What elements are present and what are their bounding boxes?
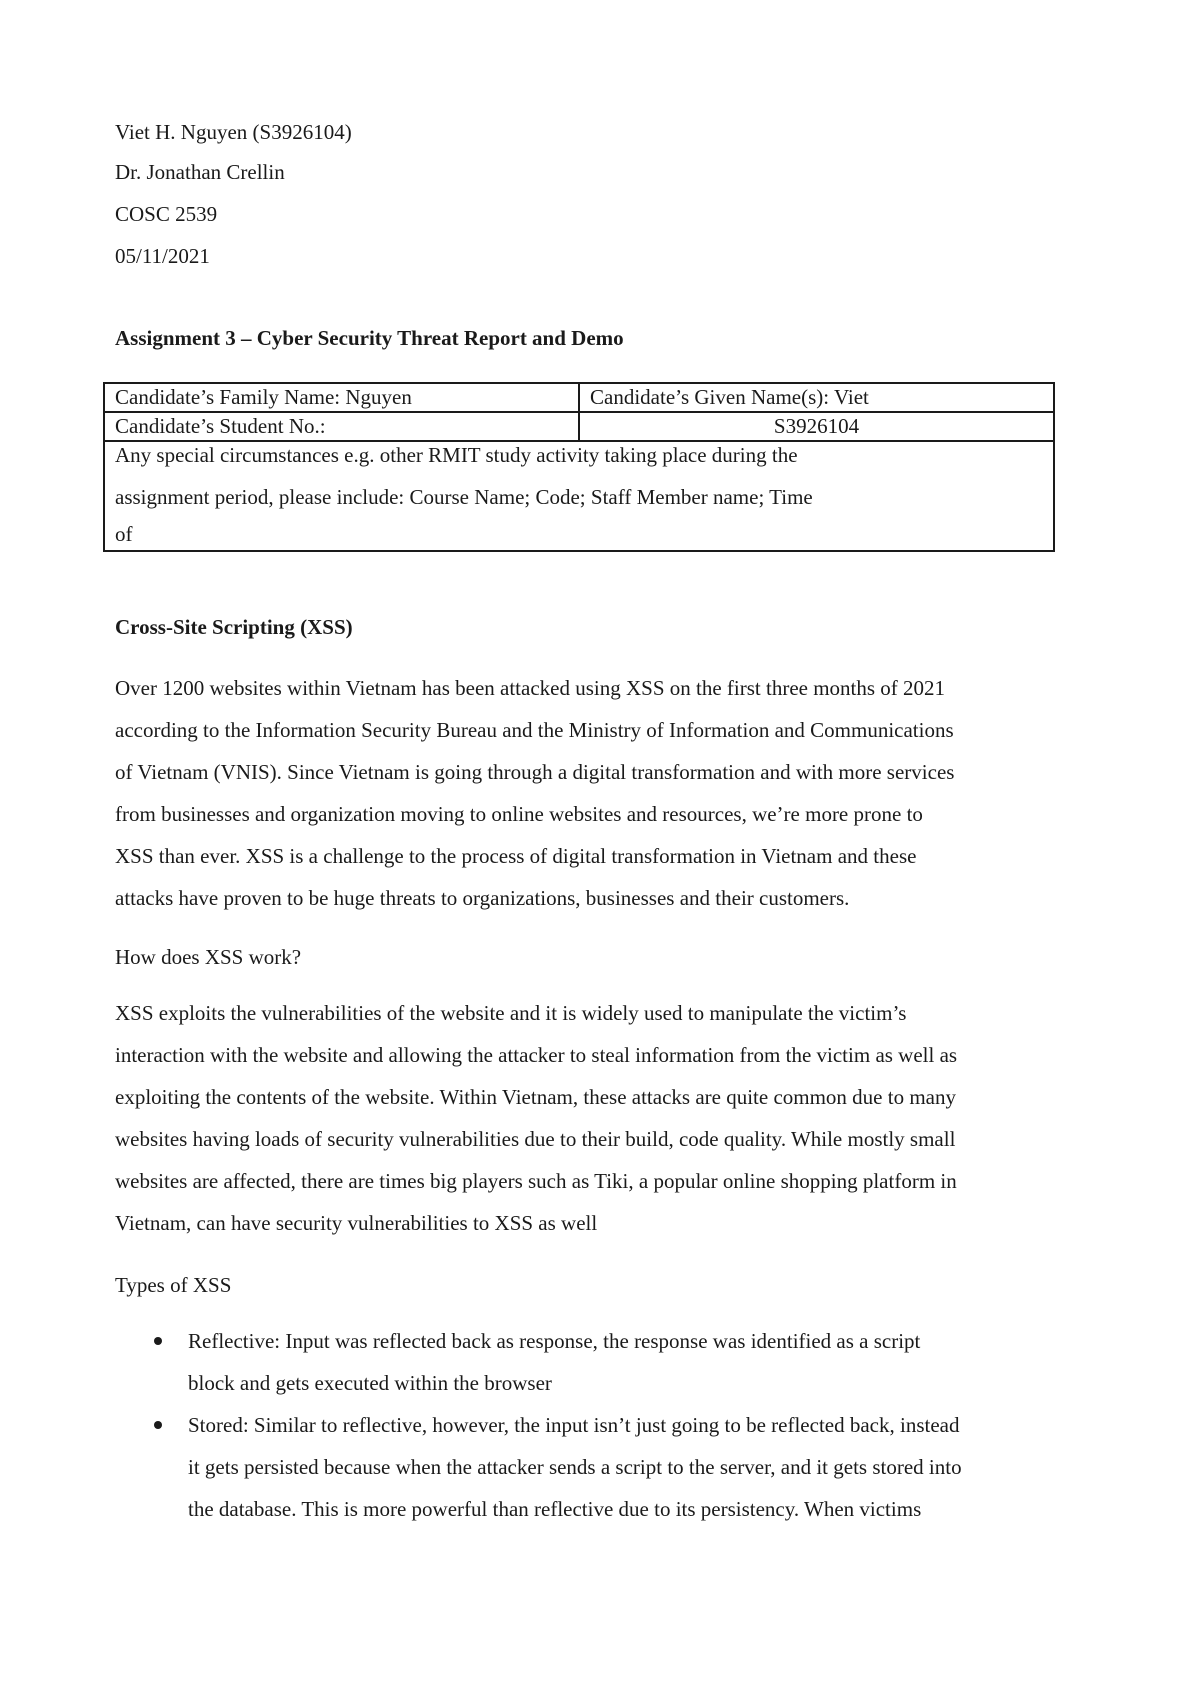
paragraph-line: of Vietnam (VNIS). Since Vietnam is going through a digital transformation and with more services	[115, 760, 955, 784]
special-circumstances-cell	[104, 441, 1054, 551]
table-row	[104, 441, 1054, 551]
special-line: of	[115, 522, 133, 546]
paragraph-line: attacks have proven to be huge threats to organizations, businesses and their customers.	[115, 886, 850, 910]
paragraph-line: XSS exploits the vulnerabilities of the website and it is widely used to manipulate the victim’s	[115, 1001, 907, 1025]
special-line: assignment period, please include: Course Name; Code; Staff Member name; Time	[115, 485, 813, 509]
list-item-line: Reflective: Input was reflected back as response, the response was identified as a script	[188, 1329, 921, 1353]
paragraph-line: XSS than ever. XSS is a challenge to the process of digital transformation in Vietnam and these	[115, 844, 917, 868]
given-name-cell: Candidate’s Given Name(s): Viet	[579, 383, 1054, 412]
how-heading: How does XSS work?	[115, 945, 302, 969]
instructor-line: Dr. Jonathan Crellin	[115, 160, 285, 184]
paragraph-line: websites having loads of security vulnerabilities due to their build, code quality. While mostly small	[115, 1127, 956, 1151]
special-circumstances-text	[115, 434, 925, 550]
paragraph-line: Vietnam, can have security vulnerabilities to XSS as well	[115, 1211, 598, 1235]
list-item	[115, 1320, 1105, 1404]
table-row	[104, 383, 1054, 412]
how-paragraph	[115, 992, 1105, 1244]
student-no-value-cell: S3926104	[579, 412, 1054, 441]
course-line: COSC 2539	[115, 202, 218, 226]
types-heading: Types of XSS	[115, 1273, 232, 1297]
family-name-cell: Candidate’s Family Name: Nguyen	[104, 383, 579, 412]
bullet-icon	[154, 1337, 162, 1345]
assignment-title: Assignment 3 – Cyber Security Threat Report and Demo	[115, 326, 624, 350]
types-list	[115, 1320, 1105, 1530]
paragraph-line: interaction with the website and allowing the attacker to steal information from the victim as well as	[115, 1043, 958, 1067]
intro-paragraph	[115, 667, 1105, 919]
list-item-line: Stored: Similar to reflective, however, the input isn’t just going to be reflected back, instead	[188, 1413, 960, 1437]
list-item-line: the database. This is more powerful than reflective due to its persistency. When victims	[188, 1497, 922, 1521]
list-item-line: block and gets executed within the browser	[188, 1371, 552, 1395]
bullet-icon	[154, 1421, 162, 1429]
paragraph-line: Over 1200 websites within Vietnam has been attacked using XSS on the first three months of 2021	[115, 676, 946, 700]
student-no-label-cell: Candidate’s Student No.:	[104, 412, 579, 441]
special-line: Any special circumstances e.g. other RMIT study activity taking place during the	[115, 443, 798, 467]
paragraph-line: exploiting the contents of the website. Within Vietnam, these attacks are quite common due to many	[115, 1085, 956, 1109]
paragraph-line: from businesses and organization moving to online websites and resources, we’re more prone to	[115, 802, 923, 826]
list-item	[115, 1404, 1105, 1530]
paragraph-line: according to the Information Security Bureau and the Ministry of Information and Communications	[115, 718, 954, 742]
candidate-info-table	[103, 382, 1055, 552]
section-heading: Cross-Site Scripting (XSS)	[115, 615, 353, 639]
paragraph-line: websites are affected, there are times big players such as Tiki, a popular online shopping platform in	[115, 1169, 957, 1193]
author-line: Viet H. Nguyen (S3926104)	[115, 120, 352, 144]
list-item-line: it gets persisted because when the attacker sends a script to the server, and it gets stored into	[188, 1455, 962, 1479]
date-line: 05/11/2021	[115, 244, 210, 268]
